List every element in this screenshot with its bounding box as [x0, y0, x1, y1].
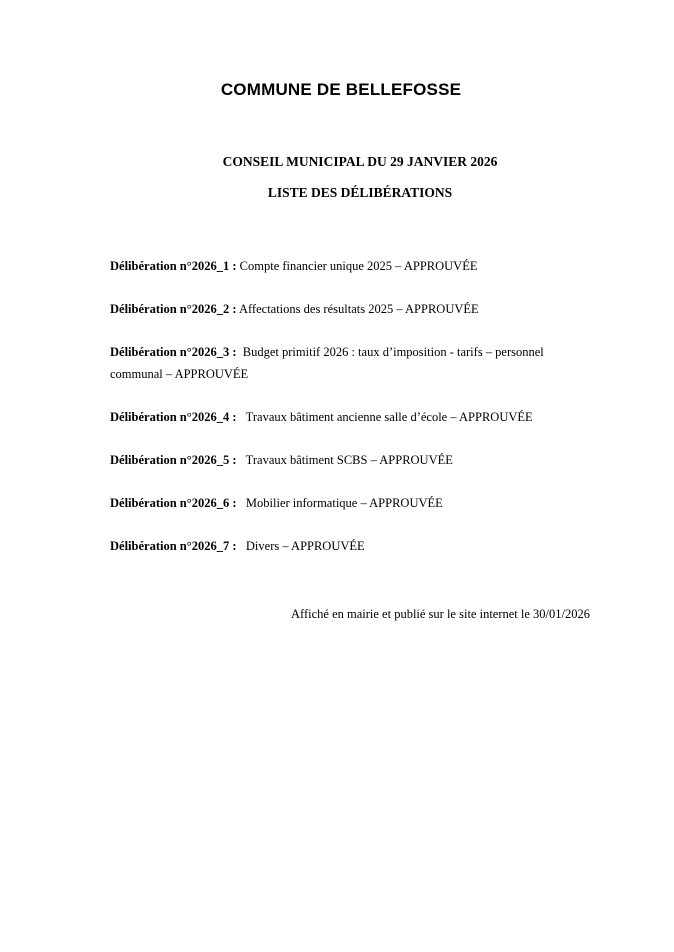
council-meeting-heading: CONSEIL MUNICIPAL DU 29 JANVIER 2026	[222, 154, 498, 169]
deliberation-item	[110, 450, 560, 472]
deliberation-number: Délibération n°2026_7 :	[110, 538, 237, 553]
deliberation-item	[110, 342, 560, 385]
deliberation-number: Délibération n°2026_6 :	[110, 495, 237, 510]
deliberation-item	[110, 493, 560, 515]
deliberation-number: Délibération n°2026_5 :	[110, 452, 237, 467]
deliberation-item	[110, 299, 560, 321]
deliberation-number: Délibération n°2026_3 :	[110, 345, 237, 359]
commune-title: COMMUNE DE BELLEFOSSE	[220, 80, 462, 99]
deliberation-number: Délibération n°2026_1 :	[110, 259, 237, 273]
deliberation-item	[110, 407, 560, 429]
deliberations-list-heading: LISTE DES DÉLIBÉRATIONS	[267, 185, 453, 200]
publication-notice: Affiché en mairie et publié sur le site internet le 30/01/2026	[291, 607, 590, 621]
deliberation-text: Budget primitif 2026 : taux d’imposition - tarifs – personnel communal – APPROUVÉE	[110, 345, 547, 381]
deliberation-text: Divers – APPROUVÉE	[236, 538, 365, 553]
deliberations-list	[110, 256, 560, 579]
deliberation-text: Affectations des résultats 2025 – APPROUVÉE	[236, 302, 479, 316]
deliberation-number: Délibération n°2026_4 :	[110, 409, 237, 424]
deliberation-item	[110, 256, 560, 278]
deliberation-text: Mobilier informatique – APPROUVÉE	[236, 495, 443, 510]
deliberation-text: Compte financier unique 2025 – APPROUVÉE	[236, 259, 478, 273]
deliberation-text: Travaux bâtiment ancienne salle d’école – APPROUVÉE	[236, 409, 533, 424]
deliberation-text: Travaux bâtiment SCBS – APPROUVÉE	[236, 452, 453, 467]
deliberation-item	[110, 536, 560, 558]
deliberation-number: Délibération n°2026_2 :	[110, 302, 237, 316]
